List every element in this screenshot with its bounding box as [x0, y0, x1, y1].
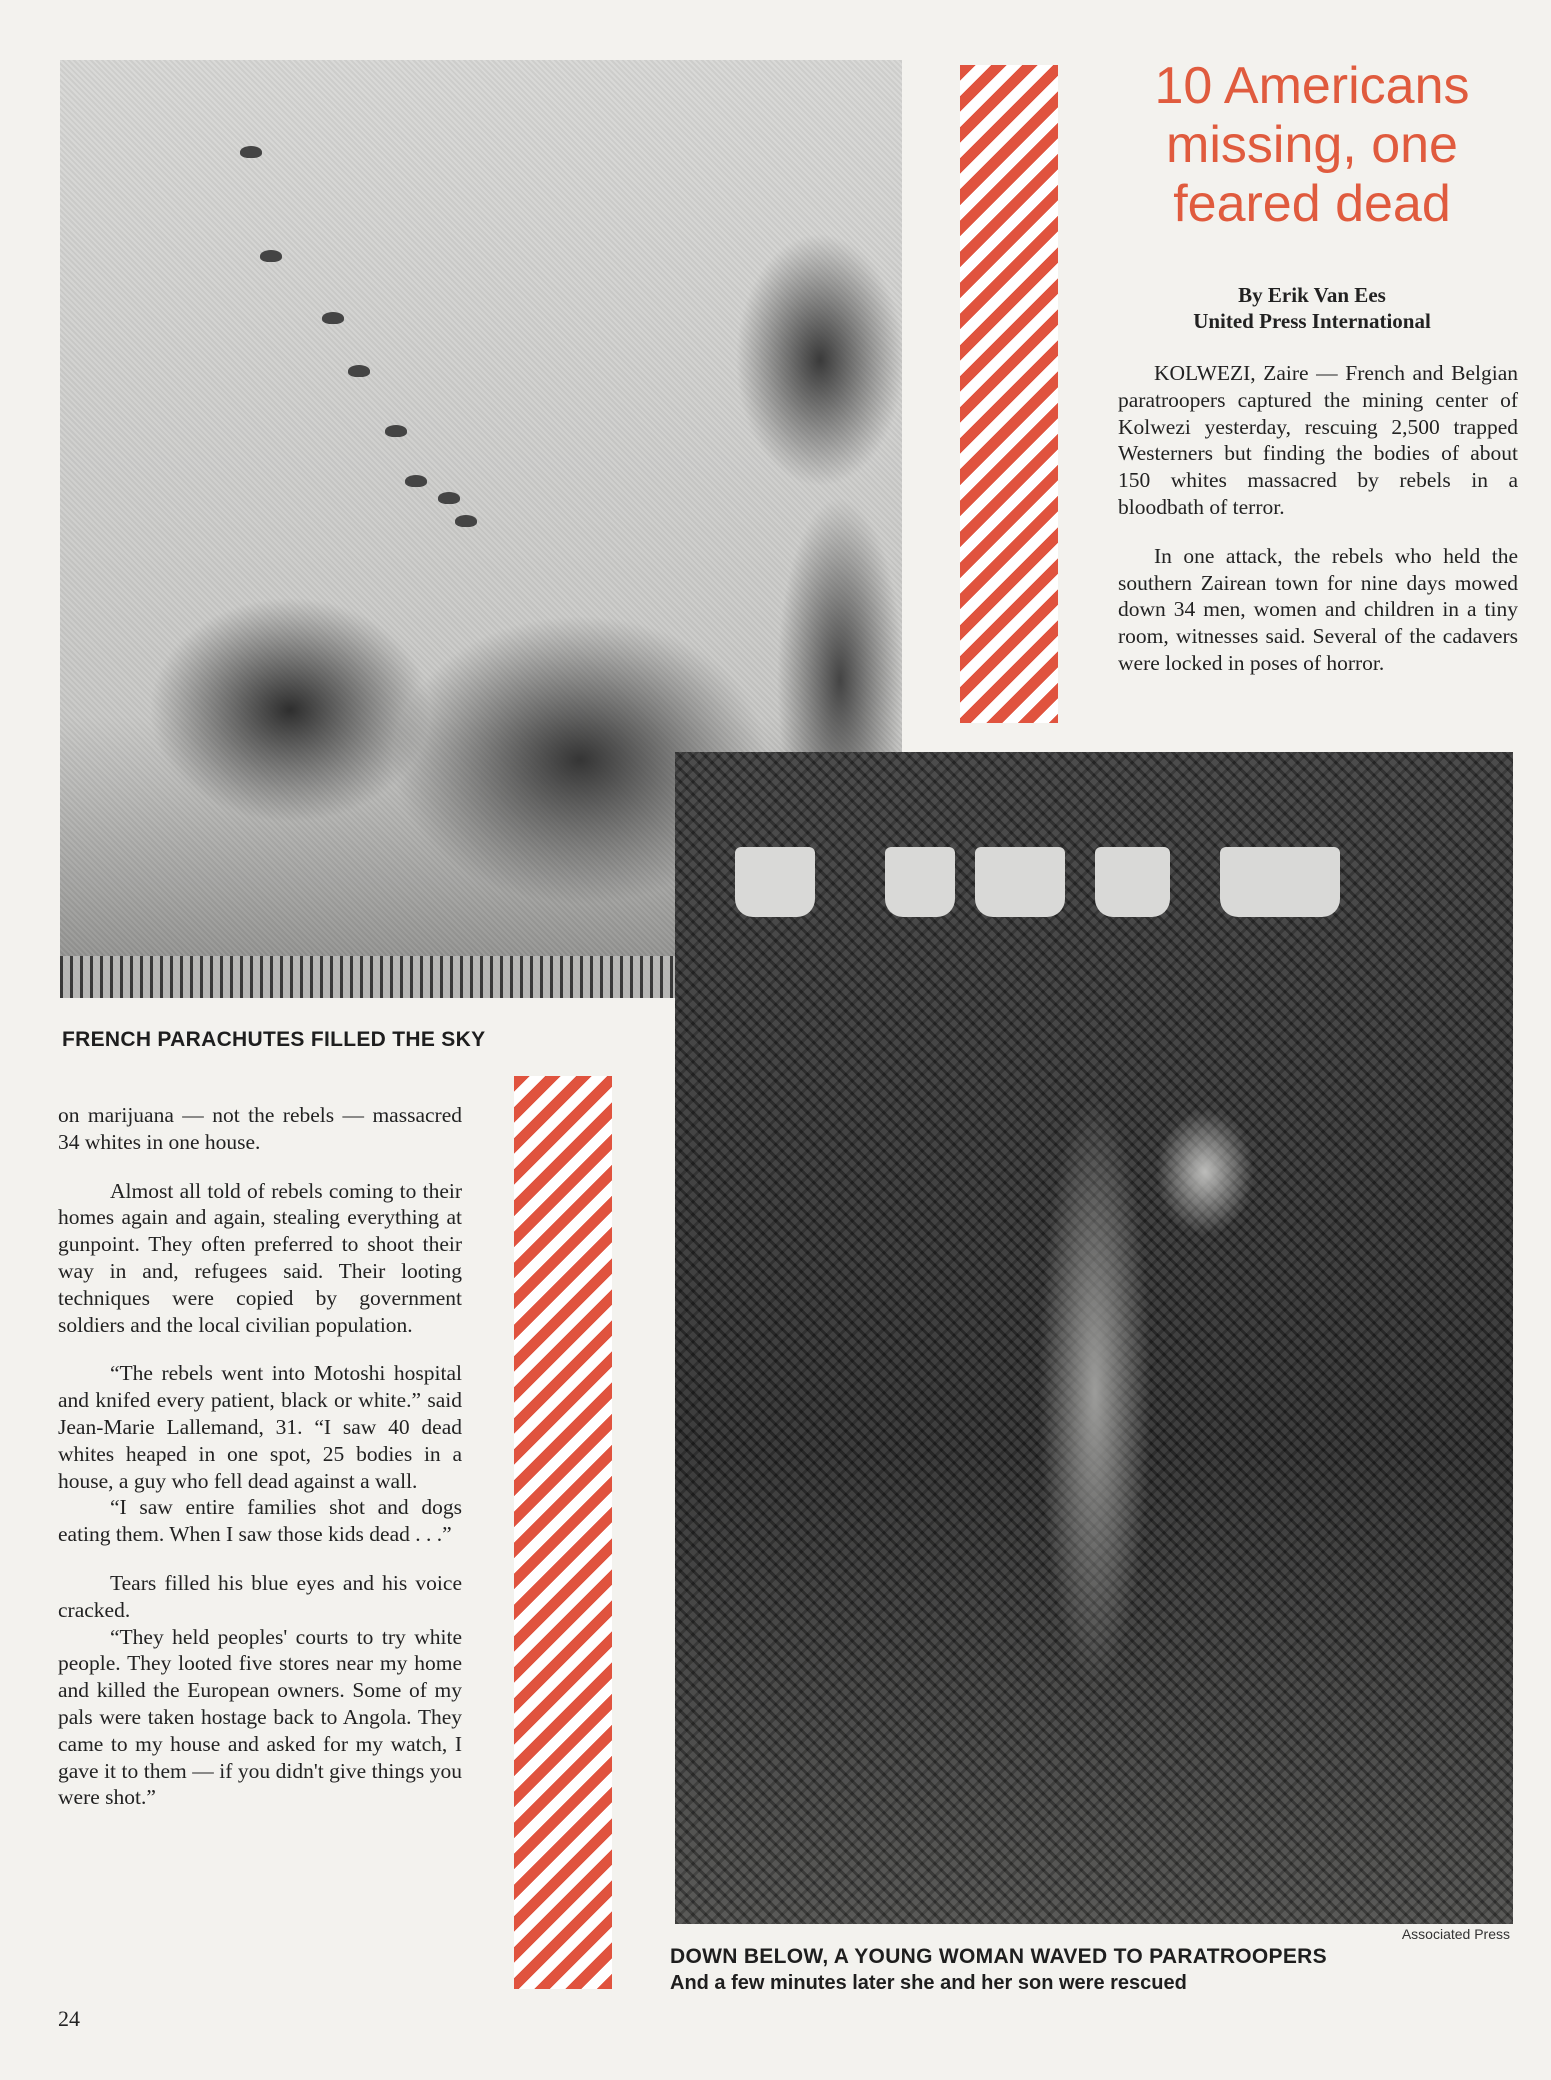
red-stripe-bar: [960, 65, 1058, 723]
body-paragraph: KOLWEZI, Zaire — French and Belgian paratroopers captured the mining center of Kolwezi yesterday, rescuing 2,500 trapped Westerners but finding the bodies of about 150 whites massacred by rebels in a bloodbath of terror.: [1118, 361, 1518, 519]
parachute-mark: [348, 365, 370, 377]
body-paragraph: Almost all told of rebels coming to their homes again and again, stealing everything at gunpoint. They often preferred to shoot their way in and, refugees said. Their looting techniques were copied by government soldiers and the local civilian population.: [58, 1178, 462, 1337]
woman-waving-photo: [675, 752, 1513, 1924]
photo-caption: FRENCH PARACHUTES FILLED THE SKY: [62, 1028, 486, 1051]
byline: [1112, 282, 1512, 334]
parachute-mark: [438, 492, 460, 504]
body-paragraph: “I saw entire families shot and dogs eating them. When I saw those kids dead . . .”: [58, 1495, 462, 1547]
body-paragraph: In one attack, the rebels who held the southern Zairean town for nine days mowed down 34 men, women and children in a tiny room, witnesses said. Several of the cadavers were locked in poses of horror.: [1118, 543, 1518, 675]
parachute-mark: [260, 250, 282, 262]
headline-line: 10 Americans: [1154, 57, 1470, 115]
photo-caption: DOWN BELOW, A YOUNG WOMAN WAVED TO PARATROOPERS: [670, 1945, 1327, 1968]
red-stripe-bar: [514, 1076, 612, 1989]
body-paragraph: on marijuana — not the rebels — massacred 34 whites in one house.: [58, 1103, 462, 1154]
page-number: 24: [58, 2006, 80, 2031]
laundry-item: [1095, 847, 1170, 917]
parachute-mark: [240, 146, 262, 158]
headline: [1112, 57, 1512, 234]
headline-line: missing, one: [1166, 116, 1458, 174]
byline-author: By Erik Van Ees: [1238, 283, 1386, 307]
headline-line: feared dead: [1173, 175, 1451, 233]
right-column: [1118, 360, 1518, 677]
photo-subcaption: And a few minutes later she and her son were rescued: [670, 1972, 1187, 1994]
laundry-item: [975, 847, 1065, 917]
body-paragraph: Tears filled his blue eyes and his voice cracked.: [58, 1570, 462, 1622]
parachute-mark: [455, 515, 477, 527]
photo-credit: Associated Press: [1401, 1926, 1510, 1942]
parachute-mark: [405, 475, 427, 487]
body-paragraph: “They held peoples' courts to try white people. They looted five stores near my home and killed the European owners. Some of my pals were taken hostage back to Angola. They came to my house and asked for my watch, I gave it to them — if you didn't give things you were shot.”: [58, 1624, 462, 1810]
parachute-mark: [385, 425, 407, 437]
laundry-item: [885, 847, 955, 917]
laundry-item: [735, 847, 815, 917]
parachute-mark: [322, 312, 344, 324]
left-column: [58, 1102, 462, 1811]
byline-agency: United Press International: [1193, 309, 1431, 333]
laundry-item: [1220, 847, 1340, 917]
body-paragraph: “The rebels went into Motoshi hospital and knifed every patient, black or white.” said Jean-Marie Lallemand, 31. “I saw 40 dead whites heaped in one spot, 25 bodies in a house, a guy who fell dead against a wall.: [58, 1361, 462, 1493]
